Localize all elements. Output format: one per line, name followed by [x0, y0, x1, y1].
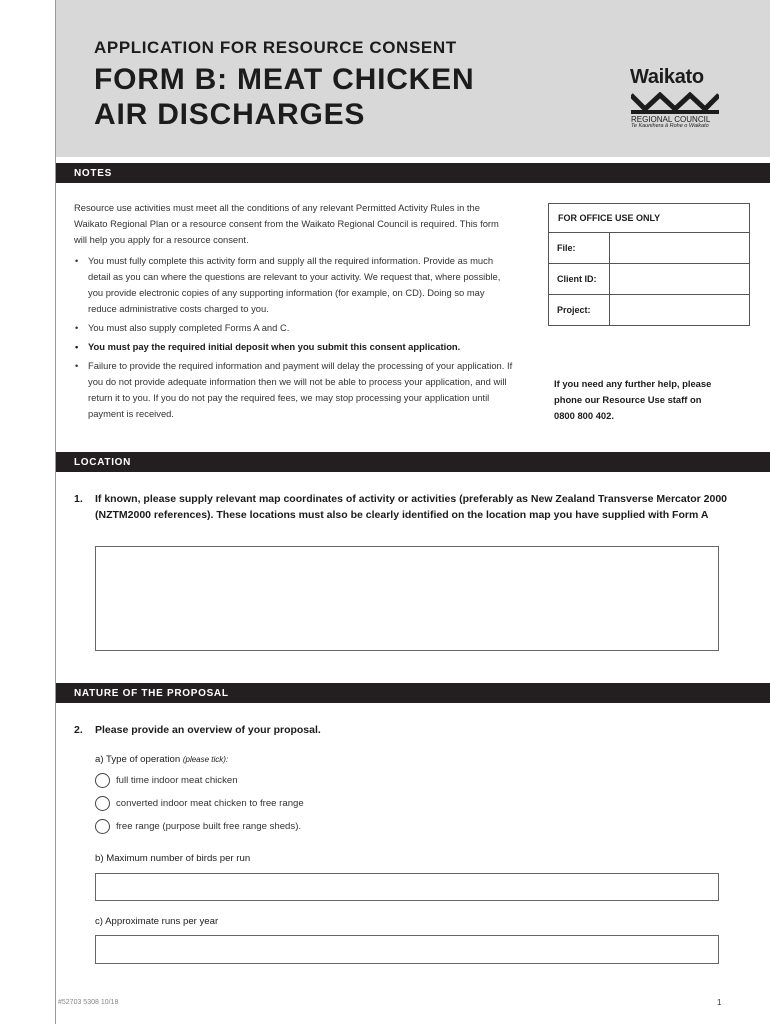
office-file-field[interactable]: [610, 233, 749, 263]
q1-number: 1.: [74, 493, 83, 505]
page-number: 1: [717, 998, 722, 1007]
office-project-label: Project:: [549, 295, 610, 325]
notes-intro: Resource use activities must meet all the conditions of any relevant Permitted Activity Rules in the Waikato Regional Plan or a resource consent from the Waikato Regional Council is required. This form will help you apply for a resource consent.: [74, 202, 499, 245]
q1-question: If known, please supply relevant map coordinates of activity or activities (preferably as New Zealand Transverse Mercator 2000 (NZTM2000 references). These locations must also be clearly identified on the location map you have supplied with Form A: [95, 493, 727, 521]
q1-answer-box[interactable]: [95, 546, 719, 651]
location-section-title: LOCATION: [74, 457, 132, 468]
q2-question: Please provide an overview of your proposal.: [95, 724, 321, 736]
office-project-field[interactable]: [610, 295, 749, 325]
radio-circle-icon[interactable]: [95, 796, 110, 811]
option-label: converted indoor meat chicken to free range: [116, 798, 304, 809]
form-title-line-2: AIR DISCHARGES: [94, 98, 366, 131]
office-use-box: [548, 203, 750, 326]
notes-list: [74, 253, 514, 422]
q2c-label: c) Approximate runs per year: [95, 916, 219, 927]
office-file-label: File:: [549, 233, 610, 263]
q2a-label: [95, 754, 228, 765]
logo-name: Waikato: [630, 66, 704, 88]
radio-circle-icon[interactable]: [95, 773, 110, 788]
notes-text: [74, 200, 514, 425]
notes-section-bar: [56, 163, 770, 183]
operation-option-converted[interactable]: [95, 796, 304, 811]
operation-option-free-range[interactable]: [95, 819, 301, 834]
office-project-row: [549, 294, 749, 325]
form-subtitle: APPLICATION FOR RESOURCE CONSENT: [94, 38, 457, 57]
notes-bullet-deposit: • You must pay the required initial deposit when you submit this consent application.: [74, 339, 514, 355]
notes-section-title: NOTES: [74, 168, 112, 179]
nature-section-title: NATURE OF THE PROPOSAL: [74, 688, 229, 699]
office-file-row: [549, 232, 749, 263]
runs-per-year-field[interactable]: [95, 935, 719, 964]
logo-maori-name: Te Kaunihera ā Rohe o Waikato: [631, 123, 709, 129]
office-client-field[interactable]: [610, 264, 749, 294]
notes-bullet: • You must also supply completed Forms A and C.: [74, 320, 514, 336]
radio-circle-icon[interactable]: [95, 819, 110, 834]
office-client-row: [549, 263, 749, 294]
q2b-label: b) Maximum number of birds per run: [95, 853, 251, 864]
waikato-logo: [630, 66, 722, 128]
nature-section-bar: [56, 683, 770, 703]
q2-number: 2.: [74, 724, 83, 736]
help-text: If you need any further help, please phone our Resource Use staff on 0800 800 402.: [554, 378, 712, 421]
option-label: full time indoor meat chicken: [116, 775, 238, 786]
form-code: #52703 5308 10/18: [58, 999, 119, 1006]
operation-option-full-time[interactable]: [95, 773, 238, 788]
office-use-heading: FOR OFFICE USE ONLY: [558, 213, 661, 223]
max-birds-field[interactable]: [95, 873, 719, 901]
q2a-hint: (please tick):: [182, 755, 229, 764]
q2a-label-text: a) Type of operation: [95, 754, 181, 765]
option-label: free range (purpose built free range sheds).: [116, 821, 302, 832]
office-client-label: Client ID:: [549, 264, 610, 294]
logo-waves-icon: [631, 92, 719, 114]
notes-bullet: • You must fully complete this activity form and supply all the required information. Provide as much detail as you can where the questions are relevant to your activity. We request that, where possible, you provide electronic copies of any supporting information (for example, on CD). Doing so may reduce administrative costs charged to you.: [74, 253, 514, 317]
location-section-bar: [56, 452, 770, 472]
logo-council: REGIONAL COUNCIL: [631, 115, 711, 124]
form-title: [94, 62, 474, 132]
form-header: [56, 0, 770, 157]
form-title-line-1: FORM B: MEAT CHICKEN: [94, 63, 475, 96]
notes-bullet: • Failure to provide the required information and payment will delay the processing of your application. If you do not provide adequate information then we will not be able to process your application, and will return it to you. If you do not pay the required fees, we may stop processing your application until payment is received.: [74, 358, 514, 422]
